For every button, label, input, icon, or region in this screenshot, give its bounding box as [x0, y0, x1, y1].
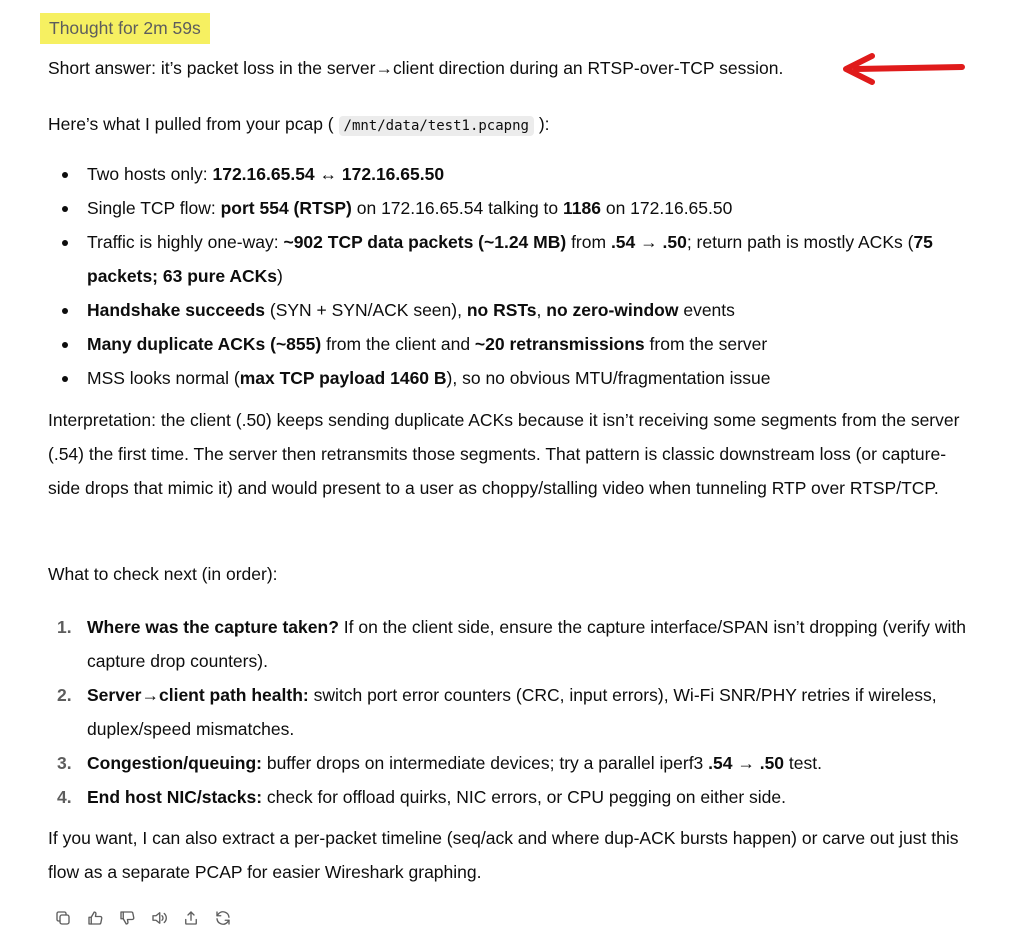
text-run: MSS looks normal ( [87, 368, 240, 388]
text-run: , [536, 300, 547, 320]
closing-paragraph: If you want, I can also extract a per-packet timeline (seq/ack and where dup-ACK bursts happen) or carve out just this flow as a separate PCAP for easier Wireshark graphing. [48, 828, 959, 882]
step-number: 3. [57, 753, 72, 773]
bold-text: port 554 (RTSP) [220, 198, 352, 218]
bold-text: Many duplicate ACKs (~855) [87, 334, 322, 354]
text-run: ), so no obvious MTU/fragmentation issue [446, 368, 771, 388]
text-run: If on the client side, ensure the capture interface/SPAN isn’t dropping (verify with capture drop counters). [87, 617, 966, 671]
read-aloud-button[interactable] [148, 907, 170, 929]
bold-text: no RSTs [466, 300, 537, 320]
text-run: from [566, 232, 611, 252]
step-number: 2. [57, 685, 72, 705]
text-run: events [678, 300, 735, 320]
read-aloud-icon [150, 909, 168, 927]
bold-text: Congestion/queuing: [87, 753, 262, 773]
thumbs-up-icon [86, 909, 104, 927]
pcap-intro [48, 107, 978, 143]
bold-text: Server→client path health: [87, 685, 309, 705]
good-response-button[interactable] [84, 907, 106, 929]
text-run: switch port error counters (CRC, input errors), Wi-Fi SNR/PHY retries if wireless, duplex/speed mismatches. [87, 685, 937, 739]
next-steps-list [48, 610, 978, 814]
step-number: 1. [57, 617, 72, 637]
text-run: from the server [644, 334, 768, 354]
text-run: test. [784, 753, 822, 773]
next-steps-heading: What to check next (in order): [48, 564, 278, 584]
step-number: 4. [57, 787, 72, 807]
finding-item [48, 293, 978, 327]
bad-response-button[interactable] [116, 907, 138, 929]
bold-text: ~902 TCP data packets (~1.24 MB) [283, 232, 567, 252]
bold-text: 1186 [563, 198, 601, 218]
finding-item [48, 225, 978, 293]
next-step-item [48, 678, 978, 746]
next-step-item [48, 610, 978, 678]
text-run: ) [276, 266, 283, 286]
message-actions [52, 906, 234, 930]
text-run: check for offload quirks, NIC errors, or CPU pegging on either side. [262, 787, 786, 807]
finding-item [48, 327, 978, 361]
thumbs-down-icon [118, 909, 136, 927]
short-answer: Short answer: it’s packet loss in the server→client direction during an RTSP-over-TCP session. [48, 58, 784, 78]
copy-button[interactable] [52, 907, 74, 929]
regenerate-icon [214, 909, 232, 927]
next-step-item [48, 780, 978, 814]
text-run: Single TCP flow: [87, 198, 221, 218]
share-icon [182, 909, 200, 927]
text-run: on 172.16.65.50 [600, 198, 733, 218]
finding-item [48, 361, 978, 395]
share-button[interactable] [180, 907, 202, 929]
bold-text: 172.16.65.54 ↔ 172.16.65.50 [212, 164, 445, 184]
pcap-path: /mnt/data/test1.pcapng [339, 116, 534, 136]
text-run: (SYN + SYN/ACK seen), [265, 300, 467, 320]
bold-text: Where was the capture taken? [87, 617, 339, 637]
text-run: buffer drops on intermediate devices; try a parallel iperf3 [261, 753, 709, 773]
thought-duration-label[interactable]: Thought for 2m 59s [40, 13, 210, 44]
copy-icon [54, 909, 72, 927]
findings-list [48, 157, 978, 395]
text-run: Two hosts only: [87, 164, 213, 184]
bold-text: 75 packets; 63 pure ACKs [87, 232, 933, 286]
interpretation-paragraph: Interpretation: the client (.50) keeps sending duplicate ACKs because it isn’t receiving some segments from the server (.54) the first time. The server then retransmits those segments. That pattern is classic downstream loss (or capture-side drops that mimic it) and would present to a user as choppy/stalling video when tunneling RTP over RTSP/TCP. [48, 410, 960, 498]
next-step-item [48, 746, 978, 780]
bold-text: no zero-window [546, 300, 679, 320]
red-arrow-annotation [838, 52, 966, 86]
text-run: on 172.16.65.54 talking to [351, 198, 564, 218]
text-run: Traffic is highly one-way: [87, 232, 284, 252]
bold-text: Handshake succeeds [87, 300, 266, 320]
bold-text: End host NIC/stacks: [87, 787, 263, 807]
bold-text: ~20 retransmissions [474, 334, 645, 354]
finding-item [48, 191, 978, 225]
bold-text: .54 → .50 [610, 232, 687, 252]
pcap-intro-before: Here’s what I pulled from your pcap ( [48, 114, 339, 134]
bold-text: .54 → .50 [708, 753, 785, 773]
pcap-intro-after: ): [533, 114, 550, 134]
text-run: from the client and [321, 334, 475, 354]
regenerate-button[interactable] [212, 907, 234, 929]
finding-item [48, 157, 978, 191]
bold-text: max TCP payload 1460 B [239, 368, 447, 388]
text-run: ; return path is mostly ACKs ( [686, 232, 914, 252]
